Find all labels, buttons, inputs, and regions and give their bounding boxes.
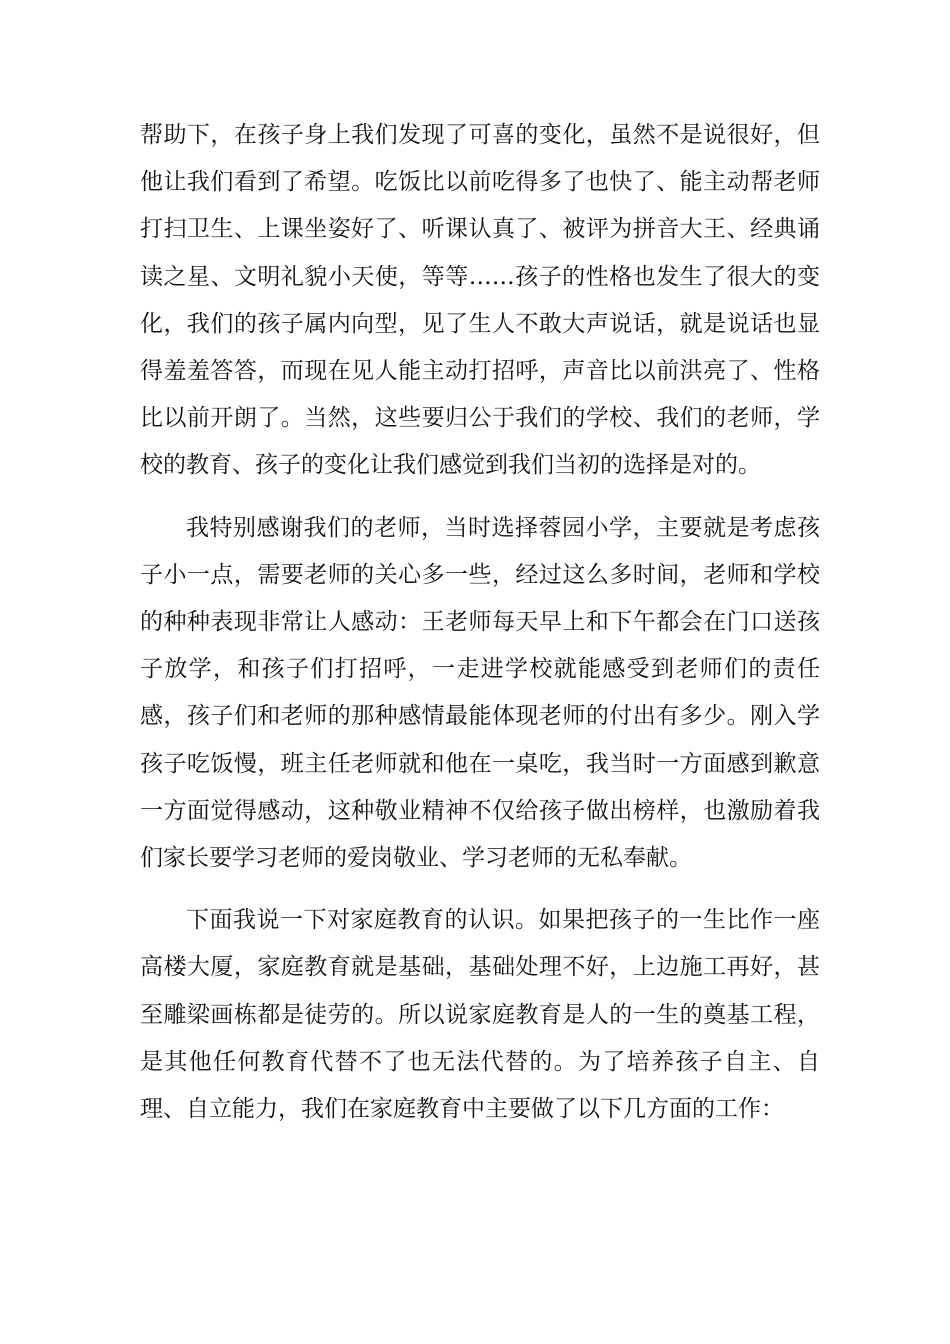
paragraph-child-changes: 帮助下，在孩子身上我们发现了可喜的变化，虽然不是说很好，但他让我们看到了希望。吃饭比以前吃得多了也快了、能主动帮老师打扫卫生、上课坐姿好了、听课认真了、被评为拼音大王、经典诵读之星、文明礼貌小天使，等等……孩子的性格也发生了很大的变化，我们的孩子属内向型，见了生人不敢大声说话，就是说话也显得羞羞答答，而现在见人能主动打招呼，声音比以前洪亮了、性格比以前开朗了。当然，这些要归公于我们的学校、我们的老师，学校的教育、孩子的变化让我们感觉到我们当初的选择是对的。 <box>140 122 820 479</box>
document-body <box>140 112 820 1133</box>
paragraph-thanks-teachers: 我特别感谢我们的老师，当时选择蓉园小学，主要就是考虑孩子小一点，需要老师的关心多一些，经过这么多时间，老师和学校的种种表现非常让人感动：王老师每天早上和下午都会在门口送孩子放学，和孩子们打招呼，一走进学校就能感受到老师们的责任感，孩子们和老师的那种感情最能体现老师的付出有多少。刚入学孩子吃饭慢，班主任老师就和他在一桌吃，我当时一方面感到歉意一方面觉得感动，这种敬业精神不仅给孩子做出榜样，也激励着我们家长要学习老师的爱岗敬业、学习老师的无私奉献。 <box>140 514 820 872</box>
paragraph-family-education: 下面我说一下对家庭教育的认识。如果把孩子的一生比作一座高楼大厦，家庭教育就是基础，基础处理不好，上边施工再好，甚至雕梁画栋都是徒劳的。所以说家庭教育是人的一生的奠基工程，是其他任何教育代替不了也无法代替的。为了培养孩子自主、自理、自立能力，我们在家庭教育中主要做了以下几方面的工作： <box>140 907 820 1123</box>
